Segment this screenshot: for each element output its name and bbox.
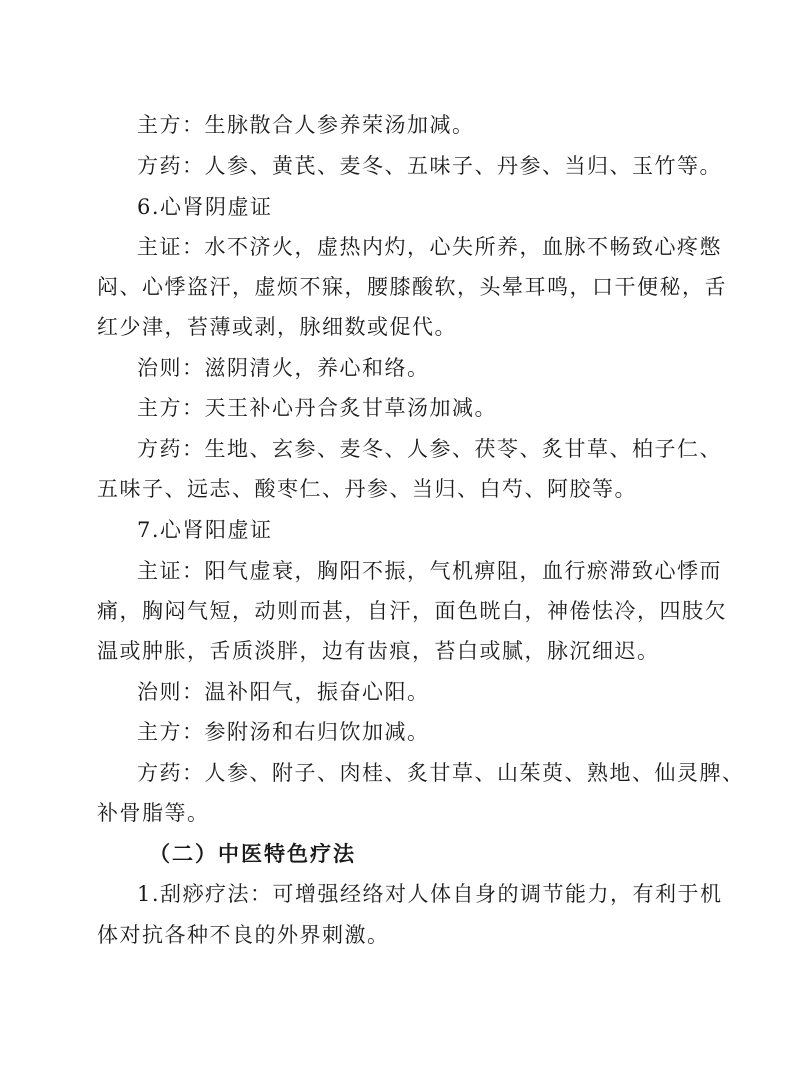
text-line: 痛，胸闷气短，动则而甚，自汗，面色晄白，神倦怯冷，四肢欠 [97,599,727,623]
text-line: 方药：生地、玄参、麦冬、人参、茯苓、炙甘草、柏子仁、 [137,437,722,461]
text-line: 主方：生脉散合人参养荣汤加减。 [137,113,475,137]
text-line: 1.刮痧疗法：可增强经络对人体自身的调节能力，有利于机 [137,882,723,906]
text-line: 主证：水不济火，虚热内灼，心失所养，血脉不畅致心疼憋 [137,235,722,259]
text-line: 红少津，苔薄或剥，脉细数或促代。 [97,315,457,339]
text-line: 主方：天王补心丹合炙甘草汤加减。 [137,396,497,420]
text-line: 体对抗各种不良的外界刺激。 [97,923,390,947]
text-line: 治则：温补阳气，振奋心阳。 [137,680,430,704]
section-heading: （二）中医特色疗法 [149,842,356,866]
text-line: 方药：人参、附子、肉桂、炙甘草、山茱萸、熟地、仙灵脾、 [137,761,745,785]
text-line: 五味子、远志、酸枣仁、丹参、当归、白芍、阿胶等。 [97,477,637,501]
section-heading: 7.心肾阳虚证 [137,518,273,542]
section-heading: 6.心肾阴虚证 [137,195,273,219]
text-line: 补骨脂等。 [97,801,210,825]
text-line: 治则：滋阴清火，养心和络。 [137,356,430,380]
text-line: 主方：参附汤和右归饮加减。 [137,720,430,744]
text-line: 闷、心悸盗汗，虚烦不寐，腰膝酸软，头晕耳鸣，口干便秘，舌 [97,275,727,299]
text-line: 方药：人参、黄芪、麦冬、五味子、丹参、当归、玉竹等。 [137,154,722,178]
text-line: 温或肿胀，舌质淡胖，边有齿痕，苔白或腻，脉沉细迟。 [97,639,660,663]
text-line: 主证：阳气虚衰，胸阳不振，气机痹阻，血行瘀滞致心悸而 [137,559,722,583]
